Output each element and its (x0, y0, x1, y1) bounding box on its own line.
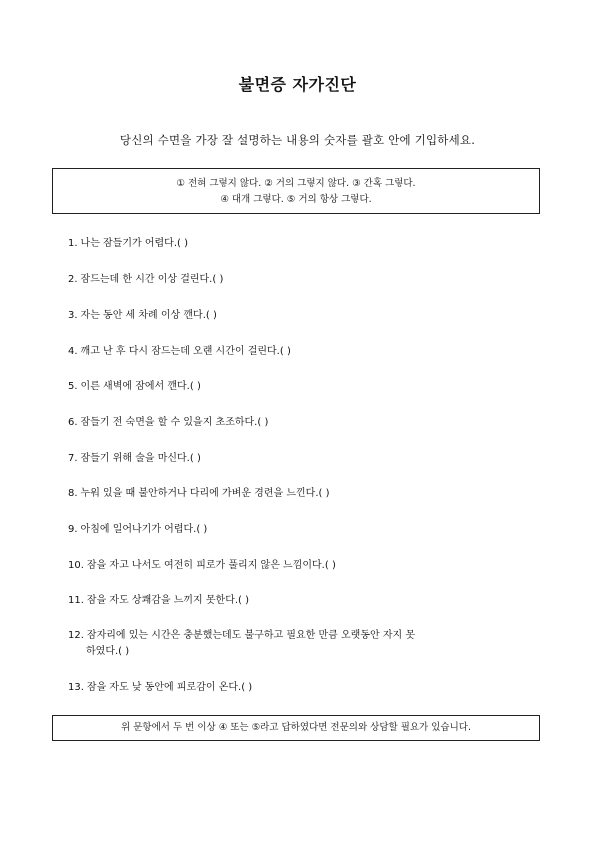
question-text: 잠들기 전 숙면을 할 수 있을지 초조하다. (80, 417, 258, 428)
question-text: 이른 새벽에 잠에서 깬다. (80, 381, 190, 392)
answer-blank[interactable]: ( ) (177, 238, 189, 249)
question-item-8 (68, 486, 488, 502)
question-item-12 (68, 628, 488, 660)
question-text: 잠드는데 한 시간 이상 걸린다. (80, 274, 213, 285)
question-number: 11. (68, 595, 84, 606)
question-text: 아침에 일어나기가 어렵다. (80, 524, 197, 535)
question-text: 잠을 자도 상쾌감을 느끼지 못한다. (86, 595, 239, 606)
legend-line-2: ④ 대개 그렇다. ⑤ 거의 항상 그렇다. (220, 194, 372, 205)
question-item-3 (68, 308, 488, 324)
question-text: 나는 잠들기가 어렵다. (80, 238, 178, 249)
question-item-4 (68, 344, 488, 360)
answer-blank[interactable]: ( ) (205, 310, 217, 321)
question-text: 잠을 자고 나서도 여전히 피로가 풀리지 않은 느낌이다. (86, 560, 325, 571)
question-item-11 (68, 593, 488, 609)
question-item-2 (68, 272, 488, 288)
question-number: 3. (68, 310, 78, 321)
question-item-10 (68, 558, 488, 574)
question-number: 13. (68, 682, 84, 693)
question-number: 2. (68, 274, 78, 285)
question-number: 7. (68, 453, 78, 464)
answer-blank[interactable]: ( ) (279, 346, 291, 357)
question-item-9 (68, 522, 488, 538)
question-text: 누워 있을 때 불안하거나 다리에 가벼운 경련을 느낀다. (80, 488, 319, 499)
answer-legend-box (52, 168, 540, 214)
answer-blank[interactable]: ( ) (196, 524, 208, 535)
legend-line-1: ① 전혀 그렇지 않다. ② 거의 그렇지 않다. ③ 간혹 그렇다. (176, 178, 416, 189)
answer-blank[interactable]: ( ) (189, 453, 201, 464)
question-text: 잠들기 위해 술을 마신다. (80, 453, 190, 464)
page-title: 불면증 자가진단 (238, 75, 357, 94)
question-number: 5. (68, 381, 78, 392)
question-item-13 (68, 680, 488, 696)
question-number: 4. (68, 346, 78, 357)
instruction-text: 당신의 수면을 가장 잘 설명하는 내용의 숫자를 괄호 안에 기입하세요. (119, 133, 476, 147)
question-item-6 (68, 415, 488, 431)
question-text-continuation (68, 644, 488, 660)
answer-blank[interactable]: ( ) (324, 560, 336, 571)
question-text: 잠을 자도 낮 동안에 피로감이 온다. (86, 682, 242, 693)
answer-blank[interactable]: ( ) (118, 646, 130, 657)
question-text: 잠자리에 있는 시간은 충분했는데도 불구하고 필요한 만큼 오랫동안 자지 못 (86, 630, 415, 641)
question-number: 8. (68, 488, 78, 499)
answer-blank[interactable]: ( ) (318, 488, 330, 499)
question-item-1 (68, 236, 488, 252)
answer-blank[interactable]: ( ) (212, 274, 224, 285)
question-number: 9. (68, 524, 78, 535)
question-number: 6. (68, 417, 78, 428)
question-text: 자는 동안 세 차례 이상 깬다. (80, 310, 206, 321)
question-number: 10. (68, 560, 84, 571)
answer-blank[interactable]: ( ) (238, 595, 250, 606)
footer-note-text: 위 문항에서 두 번 이상 ④ 또는 ⑤라고 답하였다면 전문의와 상담할 필요가 있습니다. (121, 722, 471, 733)
question-item-5 (68, 379, 488, 395)
question-continuation-text: 하였다. (86, 646, 119, 657)
answer-blank[interactable]: ( ) (189, 381, 201, 392)
footer-note-box (52, 715, 540, 741)
question-item-7 (68, 451, 488, 467)
answer-blank[interactable]: ( ) (241, 682, 253, 693)
question-number: 1. (68, 238, 78, 249)
question-number: 12. (68, 630, 84, 641)
question-text: 깨고 난 후 다시 잠드는데 오랜 시간이 걸린다. (80, 346, 280, 357)
answer-blank[interactable]: ( ) (257, 417, 269, 428)
